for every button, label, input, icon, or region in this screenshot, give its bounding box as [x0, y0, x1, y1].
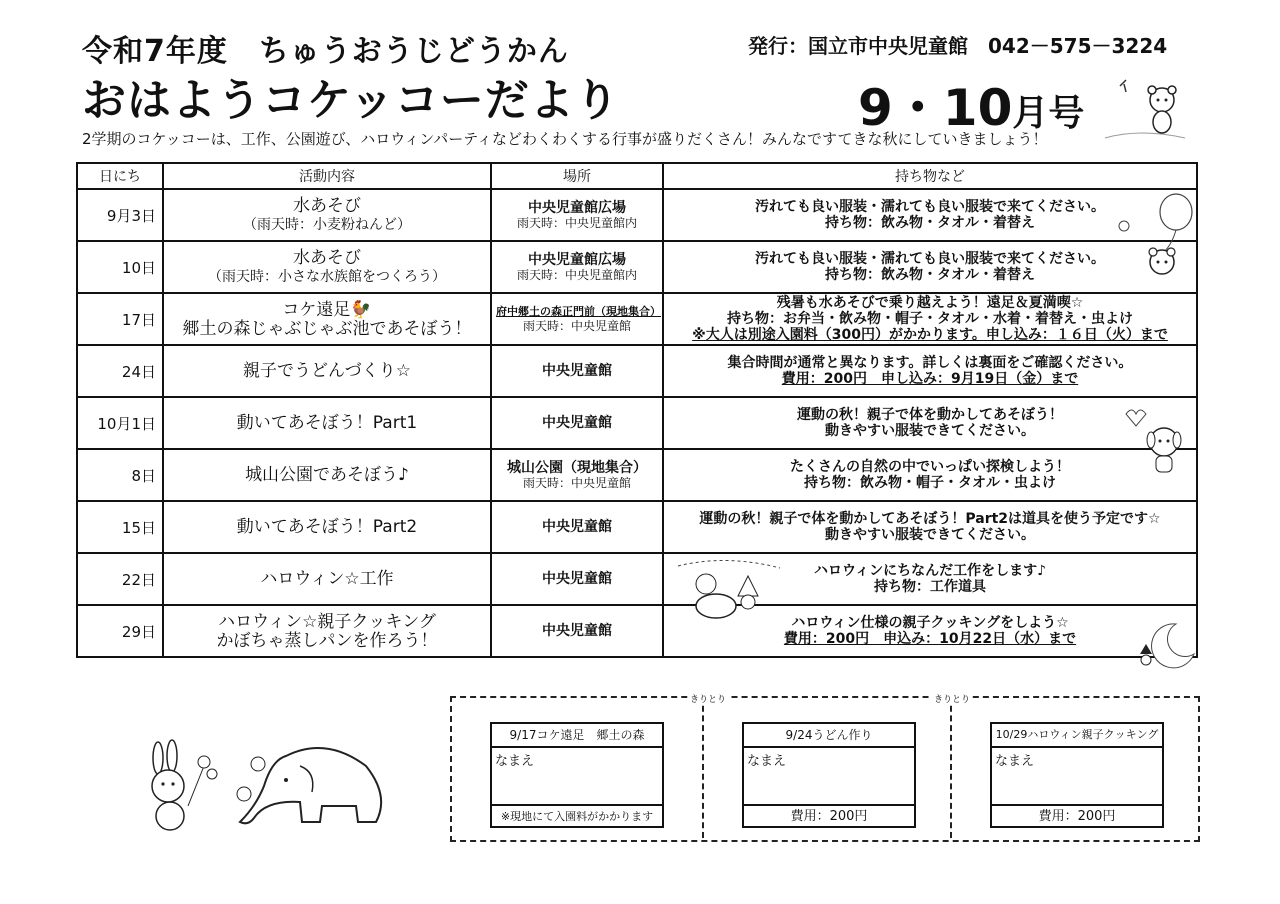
table-row: [77, 345, 1197, 397]
row-place: [491, 605, 663, 657]
table-row: [77, 449, 1197, 501]
row-activity: [163, 345, 491, 397]
belongings-line-2: 持ち物：飲み物・タオル・着替え: [825, 267, 1035, 283]
row-activity: [163, 605, 491, 657]
place-name: 中央児童館: [542, 415, 612, 431]
activity-title: 水あそび: [293, 248, 361, 268]
place-name: 中央児童館: [542, 363, 612, 379]
bear-icon: [1100, 76, 1190, 146]
place-name: 中央児童館: [542, 519, 612, 535]
place-name: 中央児童館: [542, 623, 612, 639]
place-rain: 雨天時：中央児童館: [522, 475, 631, 490]
place-name: 中央児童館広場: [528, 199, 626, 216]
row-date: 15日: [77, 501, 163, 553]
intro-text: 2学期のコケッコーは、工作、公園遊び、ハロウィンパーティなどわくわくする行事が盛りだくさん！みんなですてきな秋にしていきましょう！: [82, 130, 1048, 148]
belongings-line-2: 動きやすい服装できてください。: [825, 423, 1035, 439]
row-activity: [163, 241, 491, 293]
row-activity: [163, 189, 491, 241]
row-activity: [163, 397, 491, 449]
slip-title: 10/29ハロウィン親子クッキング: [992, 724, 1162, 748]
table-row: [77, 501, 1197, 553]
moon-icon: [1132, 620, 1198, 686]
row-date: 17日: [77, 293, 163, 345]
belongings-line-2: 持ち物：飲み物・帽子・タオル・虫よけ: [804, 475, 1056, 491]
row-place: [491, 293, 663, 345]
slip-footer: ※現地にて入園料がかかります: [492, 804, 662, 828]
row-place: [491, 449, 663, 501]
activity-title: コケ遠足🐓: [282, 300, 372, 320]
belongings-line-2: 動きやすい服装できてください。: [825, 527, 1035, 543]
belongings-line-1: ハロウィンにちなんだ工作をします♪: [813, 563, 1047, 579]
belongings-line-1: 集合時間が通常と異なります。詳しくは裏面をご確認ください。: [727, 355, 1133, 371]
cut-label: きりとり: [688, 692, 728, 705]
newsletter-title: おはようコケッコーだより: [82, 75, 620, 126]
slip-halloween: [990, 722, 1164, 828]
row-date: 10日: [77, 241, 163, 293]
chick-icon: [1120, 80, 1126, 92]
slip-udon: [742, 722, 916, 828]
place-rain: 雨天時：中央児童館内: [516, 215, 637, 230]
belongings-line-1: たくさんの自然の中でいっぱい探検しよう！: [790, 459, 1070, 475]
header-activity: 活動内容: [163, 163, 491, 189]
year-title: 令和7年度 ちゅうおうじどうかん: [82, 34, 569, 69]
row-date: 8日: [77, 449, 163, 501]
row-belongings: [663, 449, 1197, 501]
row-place: [491, 553, 663, 605]
row-place: [491, 189, 663, 241]
belongings-line-2: 費用：200円 申込み：10月22日（水）まで: [783, 631, 1077, 647]
cut-line: [702, 696, 704, 838]
slip-title: 9/24うどん作り: [744, 724, 914, 748]
row-activity: [163, 293, 491, 345]
row-place: [491, 241, 663, 293]
belongings-line-1: ハロウィン仕様の親子クッキングをしよう☆: [791, 615, 1069, 631]
activity-title: 城山公園であそぼう♪: [245, 465, 409, 485]
slip-name-field[interactable]: なまえ: [995, 754, 1035, 769]
place-name: 中央児童館: [542, 571, 612, 587]
activity-subtitle: （雨天時：小さな水族館をつくろう）: [208, 269, 446, 285]
belongings-line-1: 汚れても良い服装・濡れても良い服装で来てください。: [755, 251, 1105, 267]
belongings-line-1: 汚れても良い服装・濡れても良い服装で来てください。: [755, 199, 1105, 215]
schedule-table: [76, 162, 1198, 658]
row-belongings: [663, 397, 1197, 449]
place-name: 城山公園（現地集合）: [507, 459, 647, 476]
table-row: [77, 605, 1197, 657]
row-date: 9月3日: [77, 189, 163, 241]
belongings-line-2: 持ち物：飲み物・タオル・着替え: [825, 215, 1035, 231]
activity-title: 動いてあそぼう！Part1: [236, 413, 418, 433]
activity-title: ハロウィン☆親子クッキング: [218, 612, 436, 632]
row-activity: [163, 449, 491, 501]
row-place: [491, 345, 663, 397]
issue-number: 9・10: [858, 79, 1013, 137]
table-row: [77, 189, 1197, 241]
activity-title: 親子でうどんづくり☆: [243, 361, 411, 381]
elephant-icon: [136, 736, 400, 836]
cut-line: [950, 696, 952, 838]
table-row: [77, 241, 1197, 293]
row-date: 10月1日: [77, 397, 163, 449]
activity-subtitle: かぼちゃ蒸しパンを作ろう！: [216, 631, 438, 651]
place-rain: 雨天時：中央児童館: [522, 319, 631, 333]
place-name: 中央児童館広場: [528, 251, 626, 268]
row-belongings: [663, 345, 1197, 397]
belongings-line-1: 運動の秋！親子で体を動かしてあそぼう！Part2は道具を使う予定です☆: [699, 511, 1161, 527]
header-belongings: 持ち物など: [663, 163, 1197, 189]
slip-excursion: [490, 722, 664, 828]
table-row: [77, 293, 1197, 345]
activity-title: 動いてあそぼう！Part2: [236, 517, 418, 537]
activity-subtitle: （雨天時：小麦粉ねんど）: [243, 217, 411, 233]
header-date: 日にち: [77, 163, 163, 189]
row-place: [491, 501, 663, 553]
activity-title: 水あそび: [293, 196, 361, 216]
row-place: [491, 397, 663, 449]
belongings-line-1: 残暑も水あそびで乗り越えよう！遠足＆夏満喫☆: [776, 295, 1084, 311]
issue-suffix: 月号: [1012, 93, 1085, 134]
dog-icon: [1118, 404, 1192, 478]
row-date: 29日: [77, 605, 163, 657]
slip-title: 9/17コケ遠足 郷土の森: [492, 724, 662, 748]
slip-footer: 費用：200円: [744, 804, 914, 828]
belongings-line-2: 費用：200円 申し込み：9月19日（金）まで: [781, 371, 1079, 387]
publisher-info: 発行：国立市中央児童館 042－575－3224: [748, 34, 1168, 58]
belongings-line-2: 持ち物：お弁当・飲み物・帽子・タオル・水着・着替え・虫よけ: [727, 311, 1133, 327]
belongings-line-3: ※大人は別途入園料（300円）がかかります。申し込み：１６日（火）まで: [692, 327, 1168, 343]
halloween-icon: [676, 556, 786, 622]
row-date: 24日: [77, 345, 163, 397]
belongings-line-1: 運動の秋！親子で体を動かしてあそぼう！: [797, 407, 1063, 423]
belongings-line-2: 持ち物：工作道具: [874, 579, 986, 595]
balloon-icon: [1112, 192, 1196, 292]
row-belongings: [663, 501, 1197, 553]
row-date: 22日: [77, 553, 163, 605]
slip-name-field[interactable]: なまえ: [495, 754, 535, 769]
table-header-row: [77, 163, 1197, 189]
slip-footer: 費用：200円: [992, 804, 1162, 828]
row-belongings: [663, 293, 1197, 345]
table-row: [77, 397, 1197, 449]
place-rain: 雨天時：中央児童館内: [516, 267, 637, 282]
place-meeting-point: 府中郷土の森正門前（現地集合）: [496, 305, 661, 318]
table-row: [77, 553, 1197, 605]
header-place: 場所: [491, 163, 663, 189]
row-activity: [163, 501, 491, 553]
activity-title: ハロウィン☆工作: [260, 569, 394, 589]
row-activity: [163, 553, 491, 605]
activity-subtitle: 郷土の森じゃぶじゃぶ池であそぼう！: [182, 319, 472, 339]
slip-name-field[interactable]: なまえ: [747, 754, 787, 769]
cut-label: きりとり: [932, 692, 972, 705]
rabbit-icon: [152, 740, 217, 830]
